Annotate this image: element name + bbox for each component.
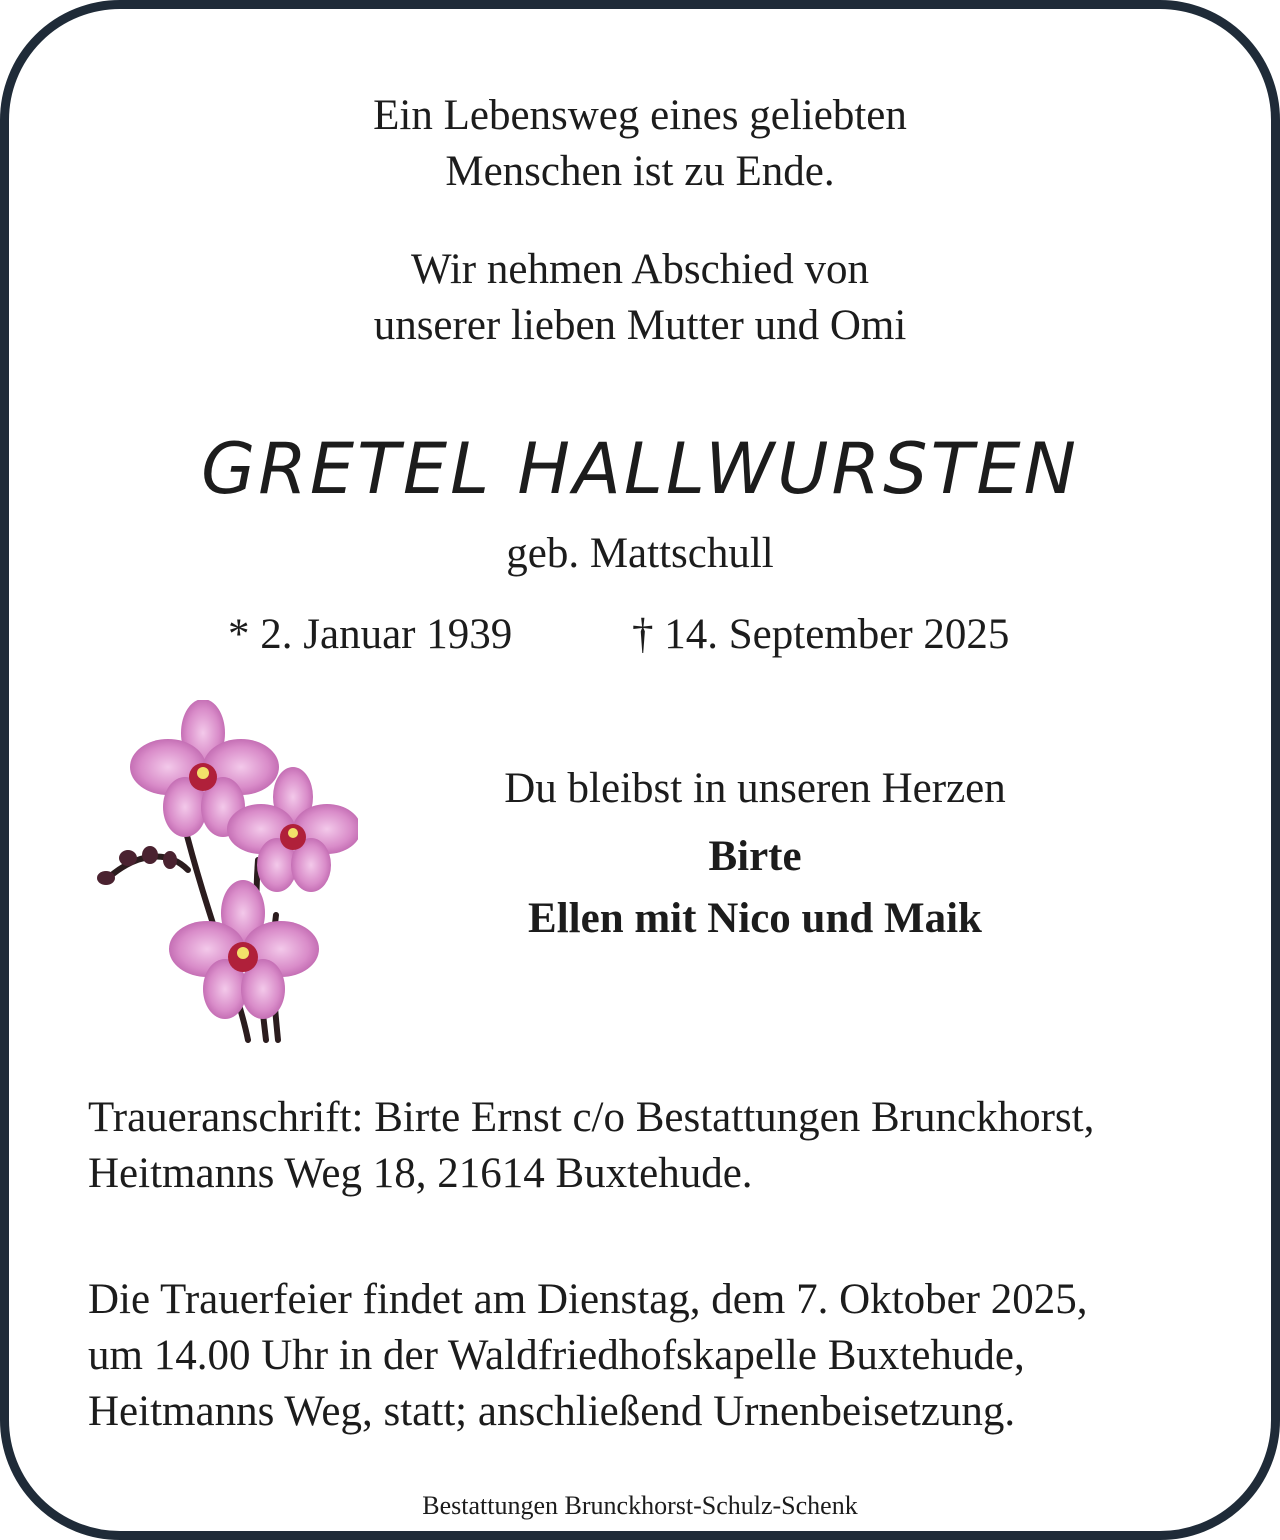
deceased-name: GRETEL HALLWURSTEN <box>201 428 1079 510</box>
address-line-2: Heitmanns Weg 18, 21614 Buxtehude. <box>88 1150 753 1197</box>
intro-text <box>0 88 1280 200</box>
orchid-flower-bottom <box>169 880 319 1019</box>
mourning-address <box>88 1090 1228 1202</box>
address-line-1: Traueranschrift: Birte Ernst c/o Bestattungen Brunckhorst, <box>88 1094 1095 1141</box>
mourner-name-1: Birte <box>708 833 802 880</box>
undertaker-footer: Bestattungen Brunckhorst-Schulz-Schenk <box>422 1491 858 1520</box>
intro-line-2: Menschen ist zu Ende. <box>445 148 835 195</box>
orchid-icon <box>88 700 358 1045</box>
farewell-line-1: Wir nehmen Abschied von <box>410 246 870 293</box>
mourner-name-2: Ellen mit Nico und Maik <box>528 895 982 942</box>
service-line-1: Die Trauerfeier findet am Dienstag, dem 7. Oktober 2025, <box>88 1276 1088 1323</box>
service-line-3: Heitmanns Weg, statt; anschließend Urnenbeisetzung. <box>88 1388 1016 1435</box>
service-line-2: um 14.00 Uhr in der Waldfriedhofskapelle Buxtehude, <box>88 1332 1025 1379</box>
funeral-service-info <box>88 1272 1228 1440</box>
birth-date: * 2. Januar 1939 <box>228 611 513 658</box>
mourning-line: Du bleibst in unseren Herzen <box>504 765 1006 812</box>
intro-line-1: Ein Lebensweg eines geliebten <box>373 92 907 139</box>
farewell-line-2: unserer lieben Mutter und Omi <box>373 302 907 349</box>
farewell-text <box>0 242 1280 354</box>
life-dates <box>0 607 1280 663</box>
death-date: † 14. September 2025 <box>632 611 1010 658</box>
maiden-name: geb. Mattschull <box>506 530 774 577</box>
orchid-buds <box>97 846 177 885</box>
